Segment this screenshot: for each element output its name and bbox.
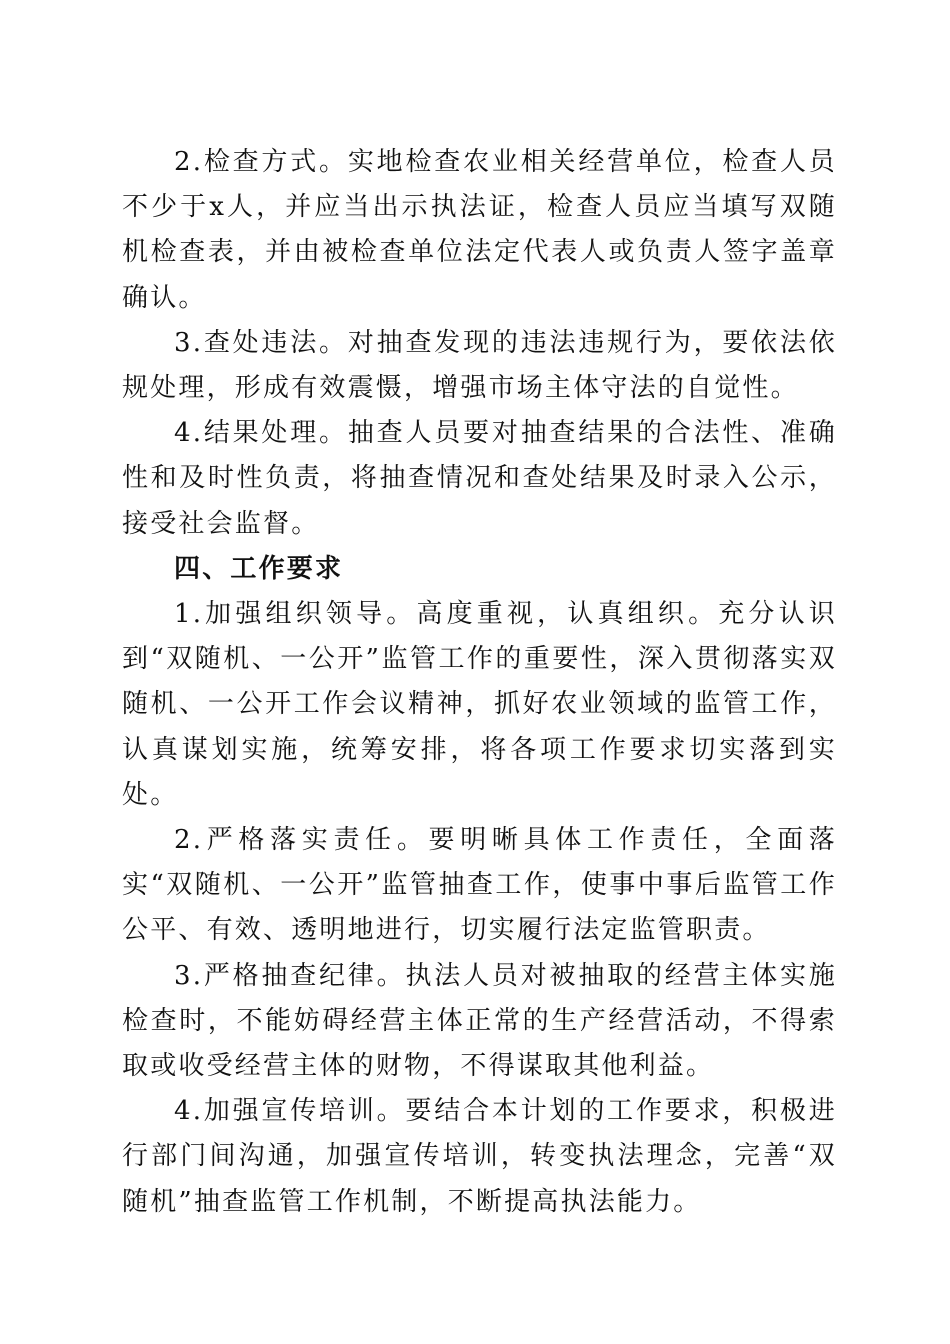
paragraph-investigate-violations: 3.查处违法。对抽查发现的违法违规行为，要依法依规处理，形成有效震慑，增强市场主体守法的自觉性。 [122,327,837,404]
paragraph-strengthen-leadership: 1.加强组织领导。高度重视，认真组织。充分认识到“双随机、一公开”监管工作的重要性，深入贯彻落实双随机、一公开工作会议精神，抓好农业领域的监管工作，认真谋划实施，统筹安排，将各项工作要求切实落到实处。 [122,599,837,810]
paragraph-implement-responsibility: 2.严格落实责任。要明晰具体工作责任，全面落实“双随机、一公开”监管抽查工作，使事中事后监管工作公平、有效、透明地进行，切实履行法定监管职责。 [122,825,837,946]
paragraph-result-handling: 4.结果处理。抽查人员要对抽查结果的合法性、准确性和及时性负责，将抽查情况和查处结果及时录入公示，接受社会监督。 [122,418,837,539]
paragraph-inspection-method: 2.检查方式。实地检查农业相关经营单位，检查人员不少于x人，并应当出示执法证，检查人员应当填写双随机检查表，并由被检查单位法定代表人或负责人签字盖章确认。 [122,147,837,313]
section-heading: 四、工作要求 [174,553,344,584]
paragraph-publicity-training: 4.加强宣传培训。要结合本计划的工作要求，积极进行部门间沟通，加强宣传培训，转变执法理念，完善“双随机”抽查监管工作机制，不断提高执法能力。 [122,1096,837,1217]
paragraph-inspection-discipline: 3.严格抽查纪律。执法人员对被抽取的经营主体实施检查时，不能妨碍经营主体正常的生产经营活动，不得索取或收受经营主体的财物，不得谋取其他利益。 [122,960,837,1082]
document-body [122,140,837,1225]
